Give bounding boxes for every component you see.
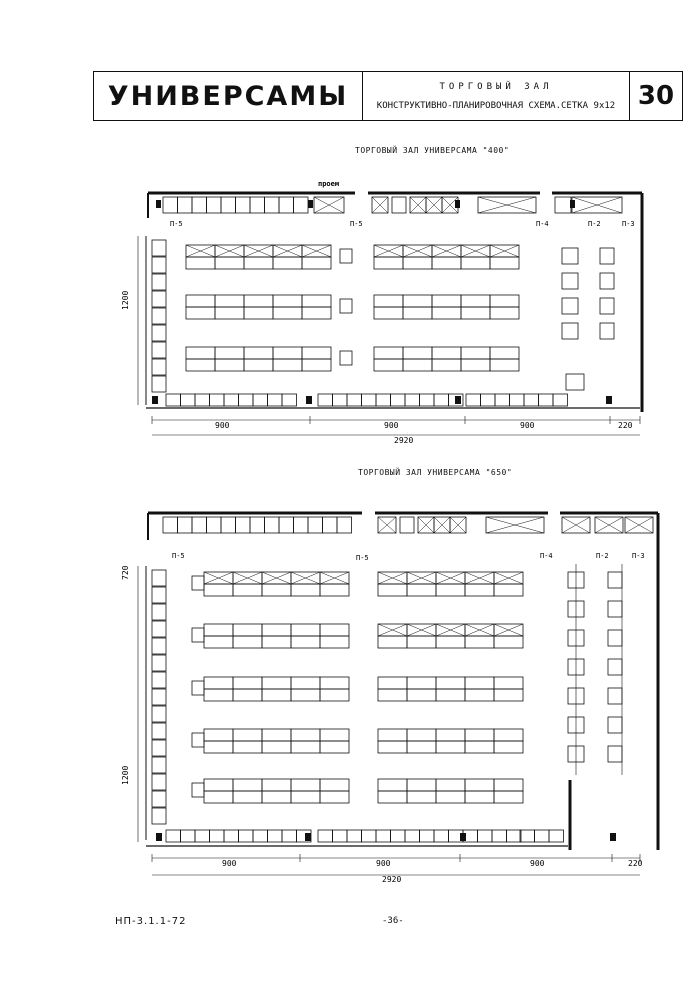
fixture-box [434,394,449,406]
fixture-box [279,197,294,213]
fixture-box [374,257,403,269]
column-mark [455,396,461,404]
fixture-box [253,394,268,406]
fixture-box [244,307,273,319]
fixture-box [152,274,166,290]
plan-650-dim-1: 900 [222,859,237,868]
fixture-box [152,325,166,341]
plan-650-dim-side: 1200 [121,765,130,785]
fixture-box [347,394,362,406]
fixture-box [374,347,403,359]
plan-400-door-1: П-5 [170,220,183,228]
fixture-box [186,307,215,319]
fixture-box [250,197,265,213]
fixture-box [403,257,432,269]
fixture-box [461,307,490,319]
fixture-box [265,197,280,213]
fixture-box [432,347,461,359]
fixture-box [432,359,461,371]
fixture-box [340,299,352,313]
plan-650-dim-side-top: 720 [121,565,130,580]
fixture-box [210,394,225,406]
sheet-subtitle-top: ТОРГОВЫЙ ЗАЛ [439,81,553,92]
column-mark [152,396,158,404]
fixture-box [152,342,166,358]
plan-650-dim-2: 900 [376,859,391,868]
fixture-box [333,394,348,406]
fixture-box [403,295,432,307]
fixture-box [186,359,215,371]
fixture-box [244,257,273,269]
plan-400-top-label: проем [318,180,340,188]
document-code: НП-3.1.1-72 [115,916,187,927]
plan-400-dim-side: 1200 [121,290,130,310]
fixture-box [302,295,331,307]
fixture-box [600,273,614,289]
fixture-box [403,347,432,359]
fixture-box [166,394,181,406]
plan-650-caption: ТОРГОВЫЙ ЗАЛ УНИВЕРСАМА "650" [358,468,513,477]
fixture-box [215,257,244,269]
fixture-box [302,359,331,371]
plan-400-dim-3: 900 [520,421,535,430]
fixture-box [340,249,352,263]
column-mark [455,200,460,208]
fixture-box [490,257,519,269]
fixture-box [566,374,584,390]
plan-650-dim-total: 2920 [382,875,402,884]
fixture-box [163,197,178,213]
fixture-box [152,376,166,392]
fixture-box [490,307,519,319]
fixture-box [374,359,403,371]
fixture-box [461,295,490,307]
fixture-box [432,307,461,319]
fixture-box [600,298,614,314]
fixture-box [273,347,302,359]
fixture-box [600,323,614,339]
fixture-box [207,197,222,213]
fixture-box [374,295,403,307]
fixture-box [273,359,302,371]
fixture-box [152,308,166,324]
fixture-box [391,394,406,406]
plan-400-dim-4: 220 [618,421,633,430]
fixture-box [152,240,166,256]
fixture-box [420,394,435,406]
fixture-box [236,197,251,213]
fixture-box [294,197,309,213]
fixture-box [178,197,193,213]
fixture-box [392,197,406,213]
fixture-box [244,347,273,359]
fixture-box [318,394,333,406]
fixture-box [302,347,331,359]
fixture-box [215,347,244,359]
column-mark [306,396,312,404]
plan-650-door-4: П-2 [596,552,609,560]
fixture-box [239,394,254,406]
fixture-box [302,257,331,269]
fixture-box [273,295,302,307]
fixture-box [215,307,244,319]
fixture-box [403,359,432,371]
plan-650-dim-3: 900 [530,859,545,868]
fixture-box [600,248,614,264]
fixture-box [562,248,578,264]
fixture-box [374,307,403,319]
fixture-box [481,394,496,406]
fixture-box [186,347,215,359]
plan-650-door-1: П-5 [172,552,185,560]
fixture-box [461,359,490,371]
fixture-box [186,257,215,269]
fixture-box [562,298,578,314]
fixture-box [405,394,420,406]
column-mark [606,396,612,404]
fixture-box [562,273,578,289]
fixture-box [340,351,352,365]
fixture-box [466,394,481,406]
fixture-box [224,394,239,406]
fixture-box [152,291,166,307]
fixture-box [432,257,461,269]
fixture-box [490,295,519,307]
plan-400-caption: ТОРГОВЫЙ ЗАЛ УНИВЕРСАМА "400" [355,146,510,155]
fixture-box [539,394,554,406]
plan-400-dim-1: 900 [215,421,230,430]
fixture-box [376,394,391,406]
fixture-box [192,197,207,213]
fixture-box [215,359,244,371]
fixture-box [524,394,539,406]
fixture-box [553,394,568,406]
fixture-box [186,295,215,307]
column-mark [308,200,313,208]
page-number: -36- [382,916,404,926]
fixture-box [403,307,432,319]
plan-650-door-5: П-3 [632,552,645,560]
fixture-box [562,323,578,339]
fixture-box [490,347,519,359]
plan-400-door-2: П-5 [350,220,363,228]
fixture-box [244,295,273,307]
fixture-box [268,394,283,406]
fixture-box [461,347,490,359]
column-mark [570,200,575,208]
fixture-box [195,394,210,406]
fixture-box [273,307,302,319]
plan-650-door-3: П-4 [540,552,553,560]
plan-400-dim-2: 900 [384,421,399,430]
plan-400-door-5: П-3 [622,220,635,228]
fixture-box [432,295,461,307]
fixture-box [152,359,166,375]
fixture-box [302,307,331,319]
fixture-box [152,257,166,273]
fixture-box [273,257,302,269]
plan-400-dim-total: 2920 [394,436,414,445]
fixture-box [282,394,297,406]
plan-400-door-3: П-4 [536,220,549,228]
sheet-subtitle-bottom: КОНСТРУКТИВНО-ПЛАНИРОВОЧНАЯ СХЕМА.СЕТКА 9х12 [376,100,616,111]
plan-400-door-4: П-2 [588,220,601,228]
fixture-box [495,394,510,406]
fixture-box [510,394,525,406]
fixture-box [181,394,196,406]
fixture-box [244,359,273,371]
plan-650-dim-4: 220 [628,859,643,868]
fixture-box [215,295,244,307]
series-title: УНИВЕРСАМЫ [94,72,363,120]
fixture-box [362,394,377,406]
fixture-box [555,197,571,213]
fixture-box [461,257,490,269]
fixture-box [221,197,236,213]
column-mark [156,200,161,208]
fixture-box [490,359,519,371]
sheet-number: 30 [637,81,675,111]
plan-650-door-2: П-5 [356,554,369,562]
